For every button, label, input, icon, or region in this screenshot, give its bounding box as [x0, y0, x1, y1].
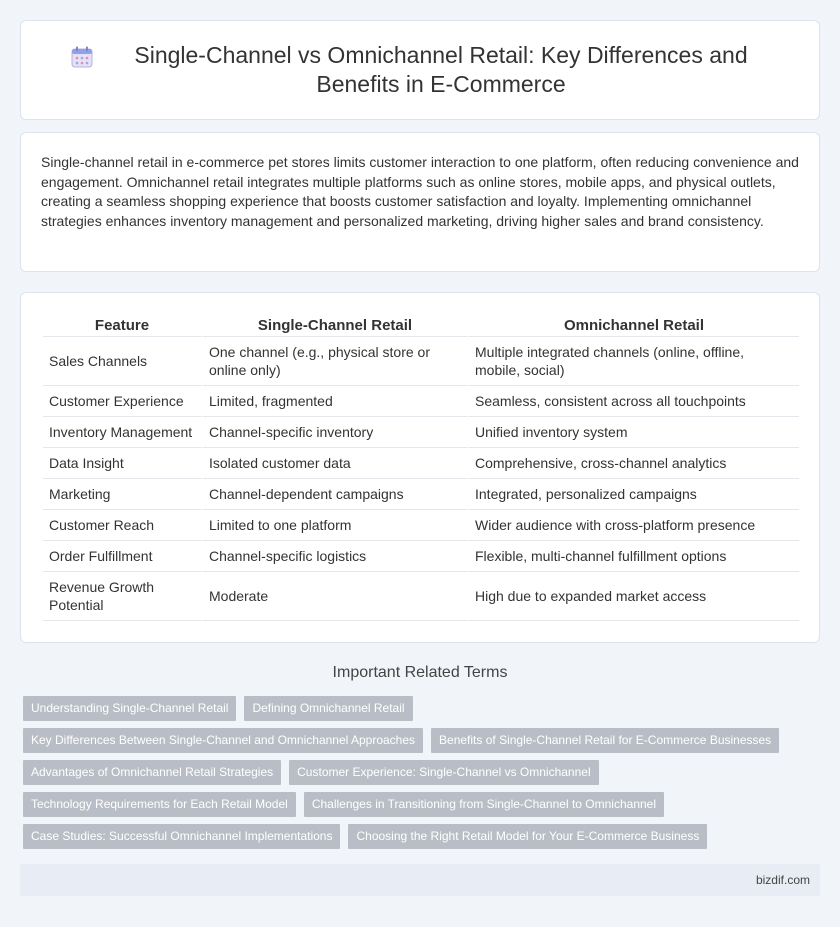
table-cell-feature: Data Insight	[43, 448, 203, 479]
page-title: Single-Channel vs Omnichannel Retail: Key Differences and Benefits in E-Commerce	[134, 42, 748, 97]
table-cell-single-channel: Isolated customer data	[203, 448, 469, 479]
related-term-tag[interactable]: Challenges in Transitioning from Single-Channel to Omnichannel	[304, 792, 664, 817]
table-row	[43, 479, 799, 510]
related-term-tag[interactable]: Advantages of Omnichannel Retail Strategies	[23, 760, 281, 785]
table-cell-single-channel: One channel (e.g., physical store or online only)	[203, 337, 469, 386]
table-row	[43, 510, 799, 541]
related-term-tag[interactable]: Choosing the Right Retail Model for Your E-Commerce Business	[348, 824, 707, 849]
table-cell-omnichannel: High due to expanded market access	[469, 572, 799, 621]
column-header-feature: Feature	[43, 313, 203, 337]
related-terms-title: Important Related Terms	[332, 664, 508, 681]
table-row	[43, 572, 799, 621]
table-cell-feature: Customer Reach	[43, 510, 203, 541]
related-term-tag[interactable]: Technology Requirements for Each Retail Model	[23, 792, 296, 817]
table-cell-omnichannel: Wider audience with cross-platform presence	[469, 510, 799, 541]
related-term-tag[interactable]: Case Studies: Successful Omnichannel Implementations	[23, 824, 340, 849]
table-cell-single-channel: Moderate	[203, 572, 469, 621]
table-cell-feature: Sales Channels	[43, 337, 203, 386]
table-cell-omnichannel: Integrated, personalized campaigns	[469, 479, 799, 510]
header-card	[20, 20, 820, 120]
related-term-tag[interactable]: Understanding Single-Channel Retail	[23, 696, 236, 721]
footer-site-link[interactable]: bizdif.com	[755, 873, 810, 887]
table-cell-omnichannel: Flexible, multi-channel fulfillment options	[469, 541, 799, 572]
table-header-row	[43, 313, 799, 337]
table-cell-feature: Marketing	[43, 479, 203, 510]
table-cell-single-channel: Channel-dependent campaigns	[203, 479, 469, 510]
table-cell-single-channel: Limited to one platform	[203, 510, 469, 541]
related-term-tag[interactable]: Customer Experience: Single-Channel vs Omnichannel	[289, 760, 598, 785]
related-term-tag[interactable]: Key Differences Between Single-Channel and Omnichannel Approaches	[23, 728, 423, 753]
comparison-table-card	[20, 292, 820, 643]
table-cell-single-channel: Channel-specific logistics	[203, 541, 469, 572]
column-header-omnichannel: Omnichannel Retail	[469, 313, 799, 337]
related-term-tag[interactable]: Defining Omnichannel Retail	[244, 696, 412, 721]
table-cell-single-channel: Channel-specific inventory	[203, 417, 469, 448]
intro-card	[20, 132, 820, 272]
comparison-table	[43, 313, 799, 621]
table-cell-feature: Revenue Growth Potential	[43, 572, 203, 621]
table-cell-omnichannel: Seamless, consistent across all touchpoints	[469, 386, 799, 417]
intro-text: Single-channel retail in e-commerce pet stores limits customer interaction to one platform, often reducing convenience and engagement. Omnichannel retail integrates multiple platforms such as online stores, mobile apps, and physical outlets, creating a seamless shopping experience that boosts customer satisfaction and loyalty. Implementing omnichannel strategies enhances inventory management and personalized marketing, driving higher sales and brand consistency.	[41, 154, 799, 229]
table-cell-feature: Customer Experience	[43, 386, 203, 417]
table-row	[43, 386, 799, 417]
table-cell-feature: Inventory Management	[43, 417, 203, 448]
table-row	[43, 541, 799, 572]
table-row	[43, 417, 799, 448]
column-header-single-channel: Single-Channel Retail	[203, 313, 469, 337]
related-terms-list	[23, 696, 823, 856]
table-cell-omnichannel: Unified inventory system	[469, 417, 799, 448]
table-cell-omnichannel: Multiple integrated channels (online, offline, mobile, social)	[469, 337, 799, 386]
calendar-icon	[70, 45, 94, 69]
table-cell-feature: Order Fulfillment	[43, 541, 203, 572]
table-row	[43, 448, 799, 479]
table-cell-single-channel: Limited, fragmented	[203, 386, 469, 417]
table-row	[43, 337, 799, 386]
related-term-tag[interactable]: Benefits of Single-Channel Retail for E-Commerce Businesses	[431, 728, 779, 753]
footer	[20, 864, 820, 896]
title-wrap	[70, 41, 770, 99]
table-cell-omnichannel: Comprehensive, cross-channel analytics	[469, 448, 799, 479]
